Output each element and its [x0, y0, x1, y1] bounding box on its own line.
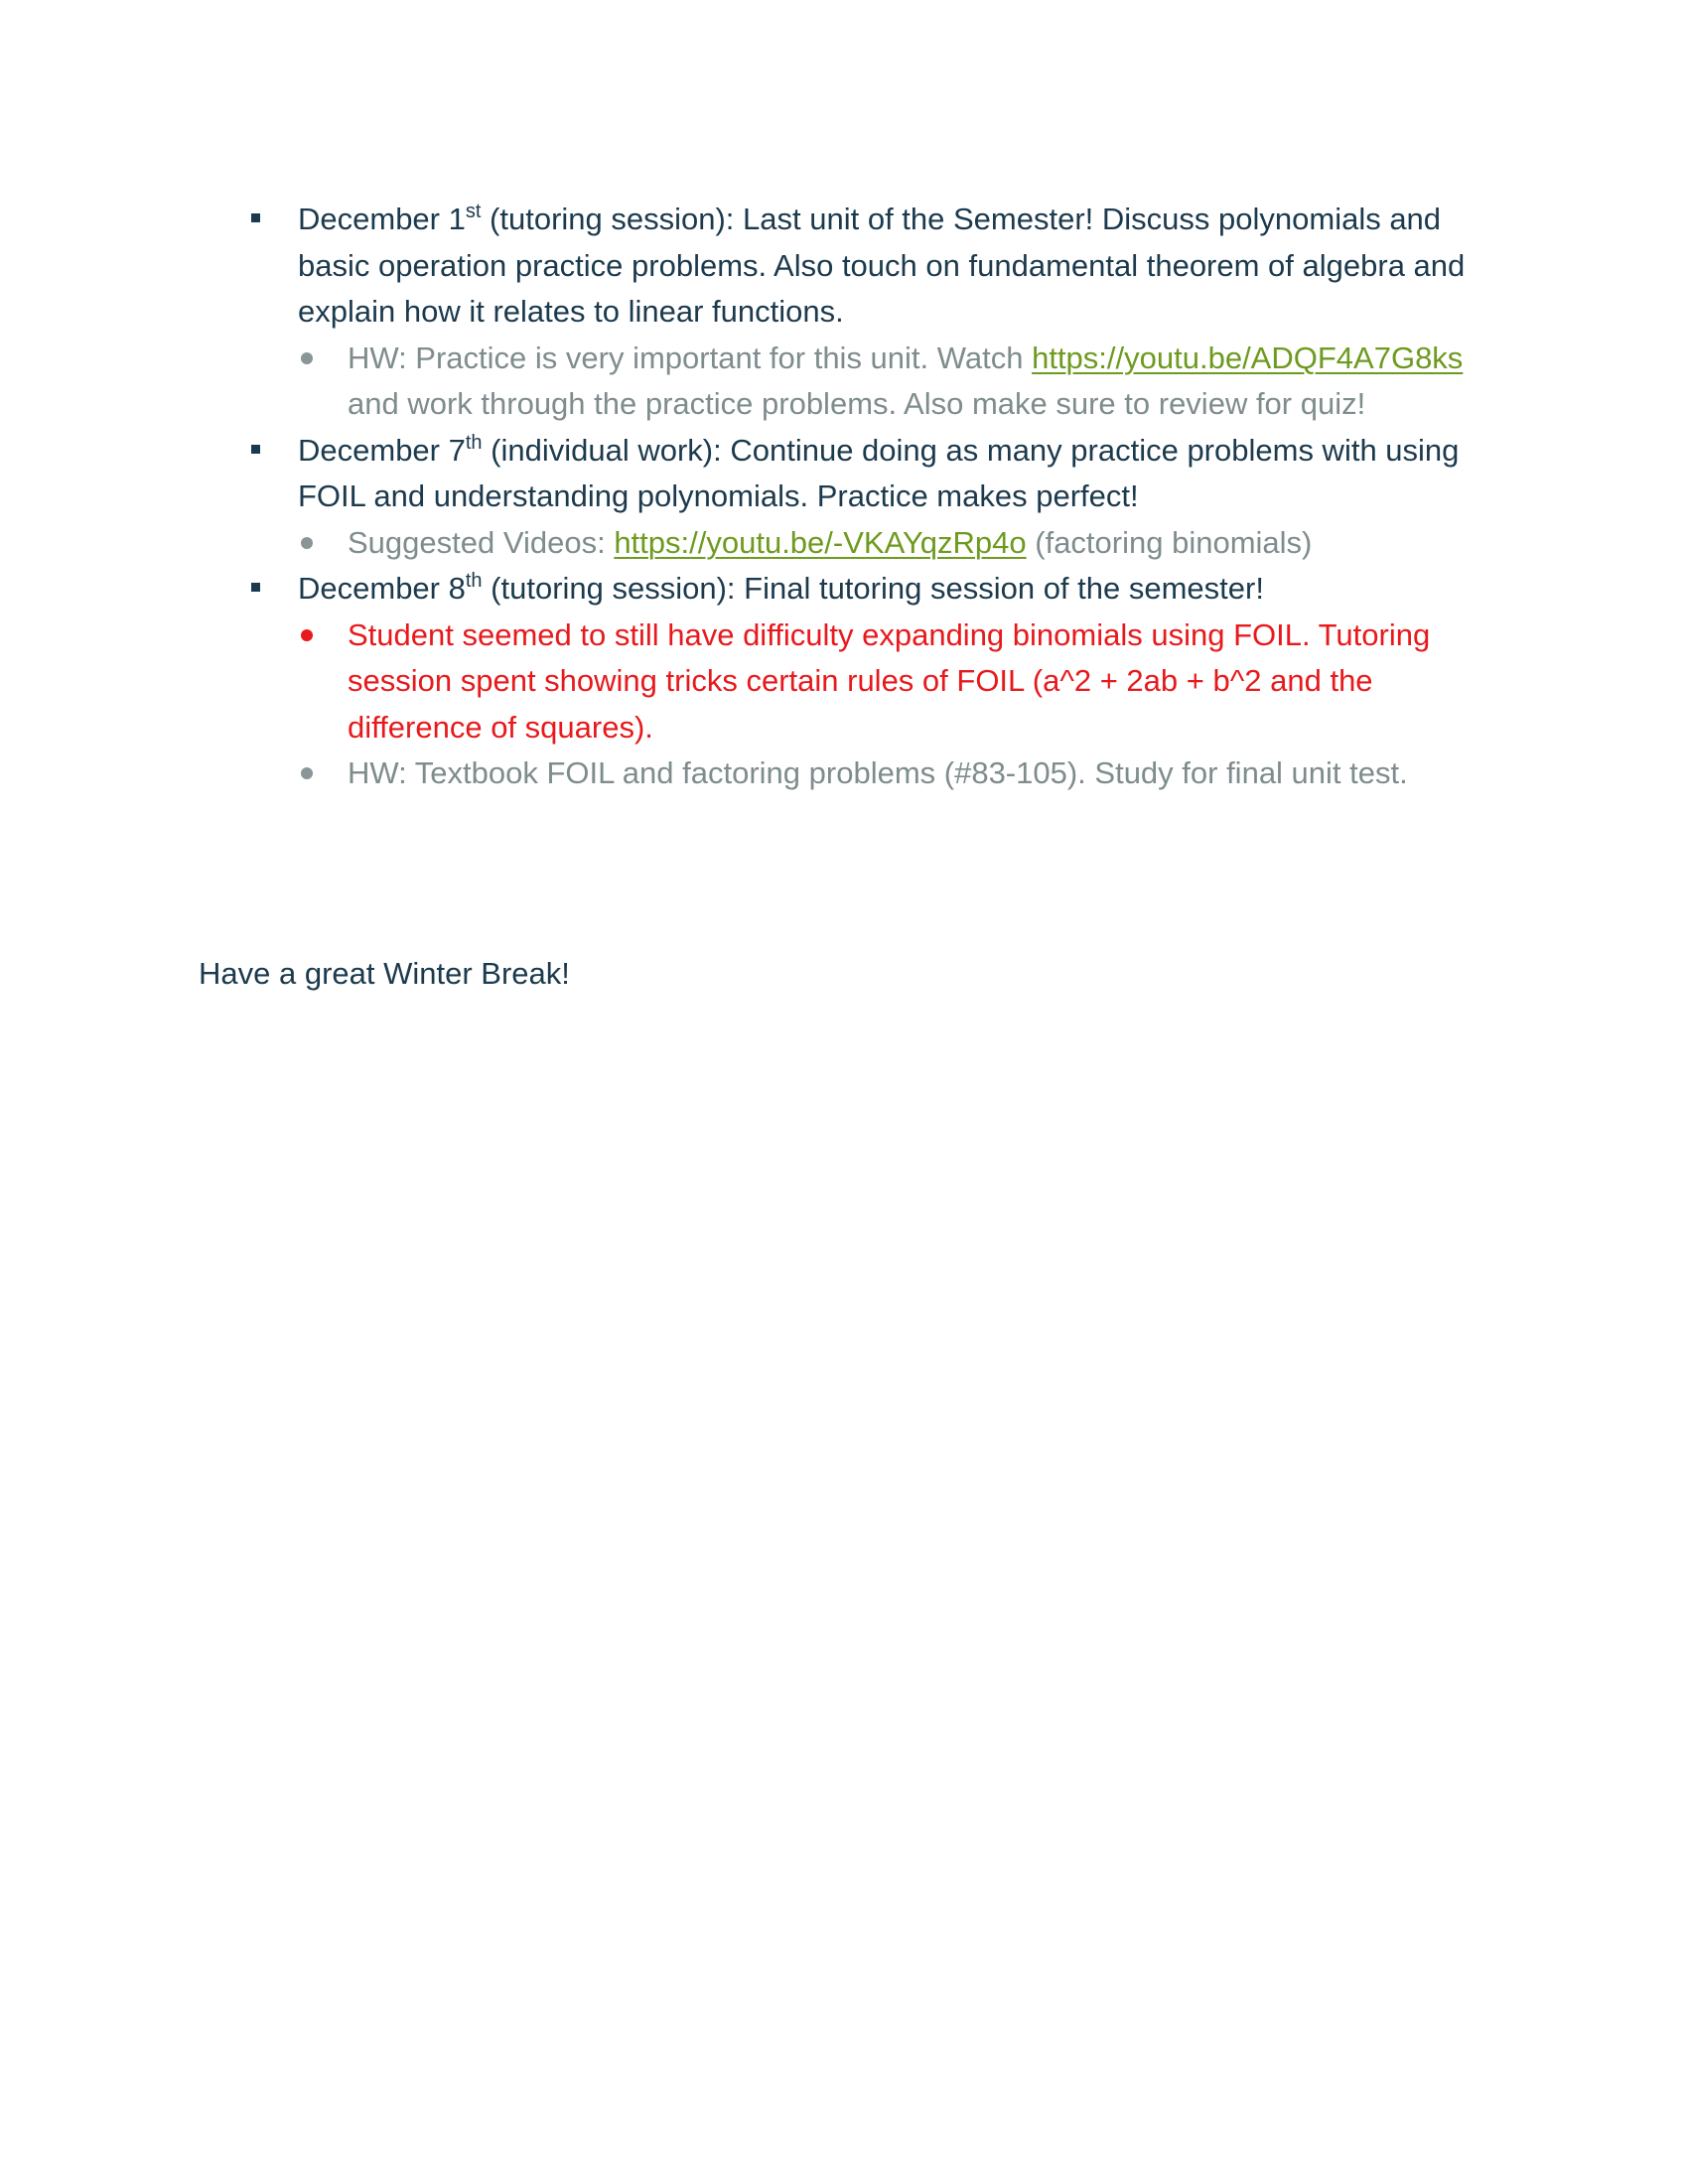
closing-message: Have a great Winter Break!: [199, 956, 570, 991]
item-text: (tutoring session): Last unit of the Semester! Discuss polynomials and basic operation practice problems. Also touch on fundamental theorem of algebra and explain how it relates to linear functions.: [298, 202, 1466, 329]
sub-item-homework: [199, 751, 1489, 797]
sub-item-text: Student seemed to still have difficulty expanding binomials using FOIL. Tutoring session spent showing tricks certain rules of FOIL (a^2 + 2ab + b^2 and the difference of squares).: [348, 616, 1431, 745]
video-link[interactable]: https://youtu.be/ADQF4A7G8ks: [1032, 340, 1464, 375]
date-ordinal: th: [465, 570, 483, 592]
item-text: (individual work): Continue doing as many practice problems with using FOIL and understanding polynomials. Practice makes perfect!: [298, 432, 1460, 513]
item-date: December 1: [298, 202, 466, 236]
sub-item-text: (factoring binomials): [1026, 524, 1313, 560]
date-ordinal: th: [465, 431, 483, 454]
sub-item-text: HW: Textbook FOIL and factoring problems (#83-105). Study for final unit test.: [348, 755, 1408, 790]
square-bullet-icon: [251, 445, 260, 454]
video-link[interactable]: https://youtu.be/-VKAYqzRp4o: [614, 524, 1027, 560]
sub-item-homework: [199, 336, 1489, 428]
sub-item-text: HW: Practice is very important for this unit. Watch: [348, 340, 1033, 375]
item-text: (tutoring session): Final tutoring session of the semester!: [482, 571, 1264, 606]
list-item: [248, 197, 1489, 336]
sub-item-note: [199, 613, 1489, 751]
sub-item-videos: [199, 520, 1489, 567]
dot-bullet-icon: [301, 629, 313, 641]
list-item: [248, 428, 1489, 520]
date-ordinal: st: [465, 201, 482, 222]
item-date: December 7: [298, 432, 466, 468]
square-bullet-icon: [251, 213, 260, 222]
item-date: December 8: [298, 571, 466, 606]
square-bullet-icon: [251, 583, 260, 592]
sub-item-text: Suggested Videos:: [348, 524, 615, 560]
sub-item-text: and work through the practice problems. Also make sure to review for quiz!: [348, 386, 1366, 421]
session-list: [248, 197, 1489, 797]
dot-bullet-icon: [301, 537, 313, 549]
dot-bullet-icon: [301, 352, 313, 364]
dot-bullet-icon: [301, 767, 313, 779]
list-item: [248, 566, 1489, 613]
